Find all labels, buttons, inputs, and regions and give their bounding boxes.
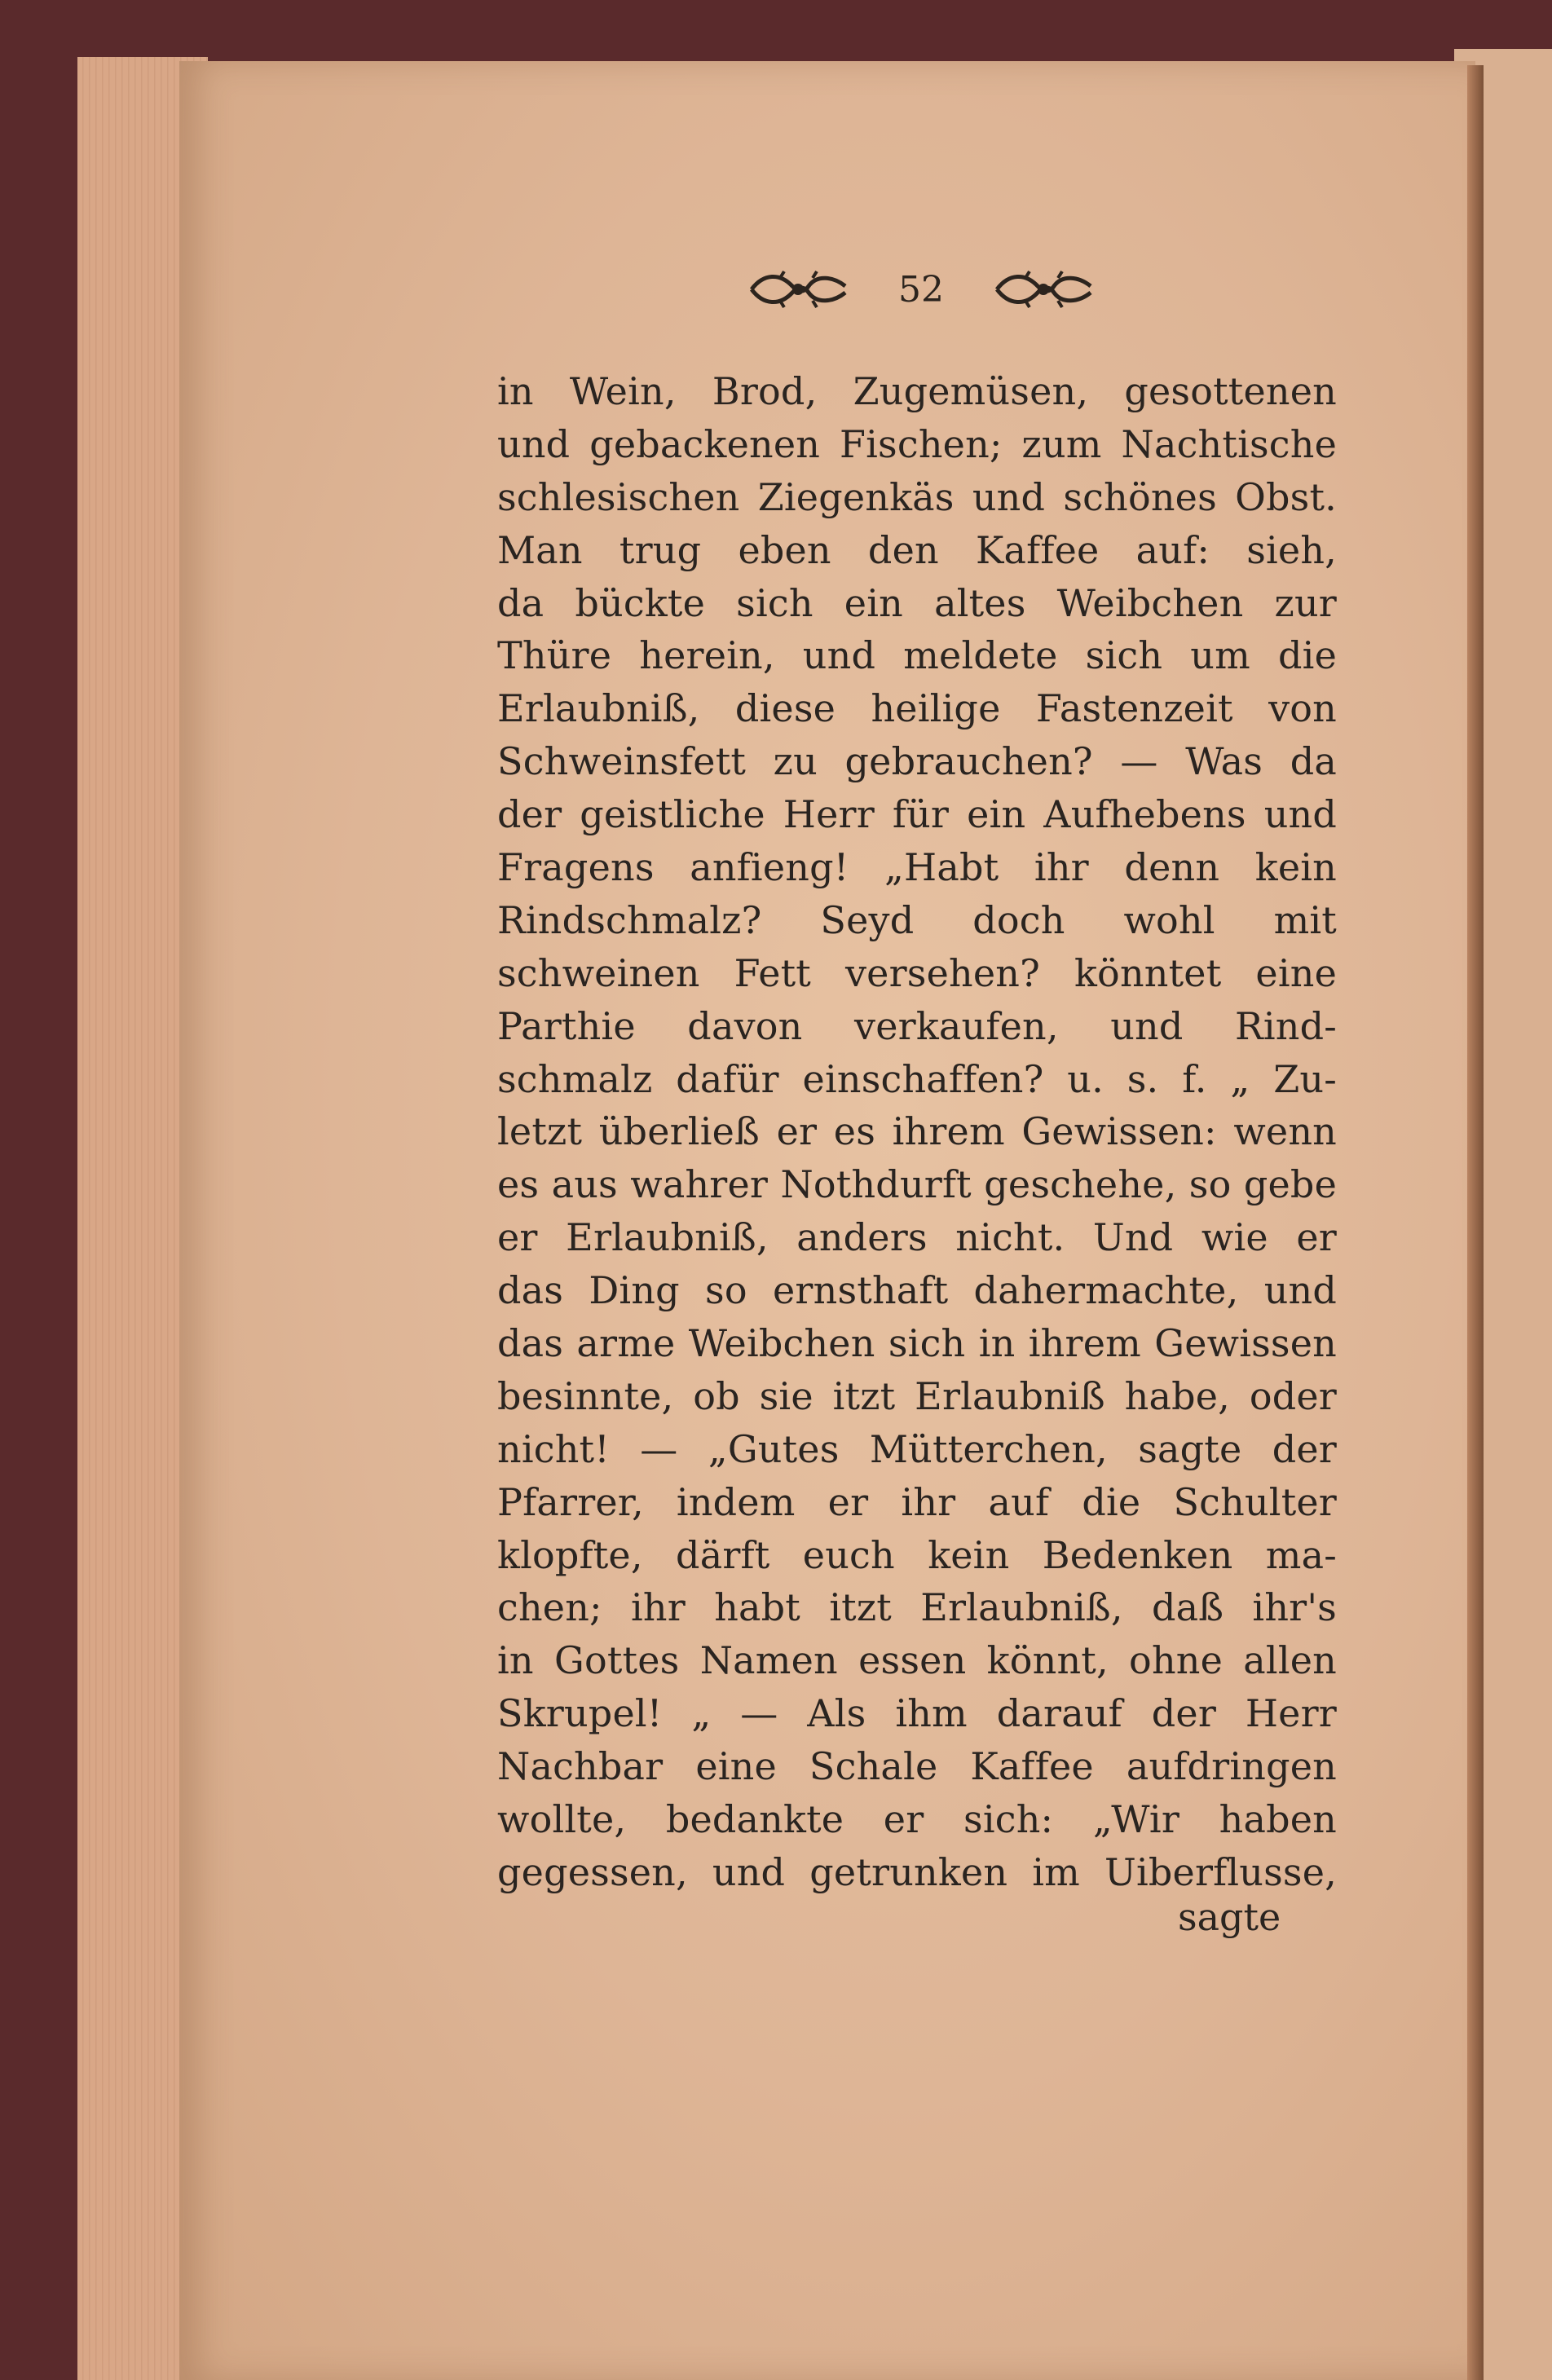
text-line: der geistliche Herr für ein Aufhebens und [497,792,1337,837]
text-line: Man trug eben den Kaffee auf: sieh, [497,527,1337,572]
text-line: nicht! — „Gutes Mütterchen, sagte der [497,1426,1337,1471]
text-line: er Erlaubniß, anders nicht. Und wie er [497,1215,1337,1260]
text-line: und gebackenen Fischen; zum Nachtische [497,421,1337,466]
text-line: besinnte, ob sie itzt Erlaubniß habe, oder [497,1373,1337,1418]
text-line: das arme Weibchen sich in ihrem Gewissen [497,1321,1337,1366]
page-header [734,261,1109,318]
text-line: in Wein, Brod, Zugemüsen, gesottenen [497,369,1337,413]
text-line: klopfte, därft euch kein Bedenken ma- [497,1532,1337,1577]
page-gutter [1467,65,1484,2380]
catchword: sagte [1178,1895,1281,1939]
text-line: Erlaubniß, diese heilige Fastenzeit von [497,686,1337,731]
text-line: Parthie davon verkaufen, und Rind- [497,1003,1337,1048]
text-line: Pfarrer, indem er ihr auf die Schulter [497,1479,1337,1524]
text-line: gegessen, und getrunken im Uiberflusse, [497,1849,1337,1894]
text-line: letzt überließ er es ihrem Gewissen: wenn [497,1109,1337,1154]
text-line: Rindschmalz? Seyd doch wohl mit [497,897,1337,942]
text-line: das Ding so ernsthaft dahermachte, und [497,1268,1337,1313]
text-line: Schweinsfett zu gebrauchen? — Was da [497,739,1337,784]
text-line: Nachbar eine Schale Kaffee aufdringen [497,1744,1337,1789]
text-line: chen; ihr habt itzt Erlaubniß, daß ihr's [497,1585,1337,1630]
ornament-icon [747,270,849,309]
text-line: in Gottes Namen essen könnt, ohne allen [497,1638,1337,1683]
text-line: schlesischen Ziegenkäs und schönes Obst. [497,474,1337,519]
text-line: schweinen Fett versehen? könntet eine [497,950,1337,995]
text-line: Fragens anfieng! „Habt ihr denn kein [497,845,1337,890]
text-line: da bückte sich ein altes Weibchen zur [497,580,1337,625]
ornament-icon [993,270,1095,309]
text-line: es aus wahrer Nothdurft geschehe, so gebe [497,1162,1337,1207]
body-text [497,365,1337,1899]
text-line: Thüre herein, und meldete sich um die [497,633,1337,678]
text-line: wollte, bedankte er sich: „Wir haben [497,1797,1337,1842]
text-line: schmalz dafür einschaffen? u. s. f. „ Zu- [497,1056,1337,1101]
text-line: Skrupel! „ — Als ihm darauf der Herr [497,1691,1337,1736]
page-number: 52 [898,268,944,311]
